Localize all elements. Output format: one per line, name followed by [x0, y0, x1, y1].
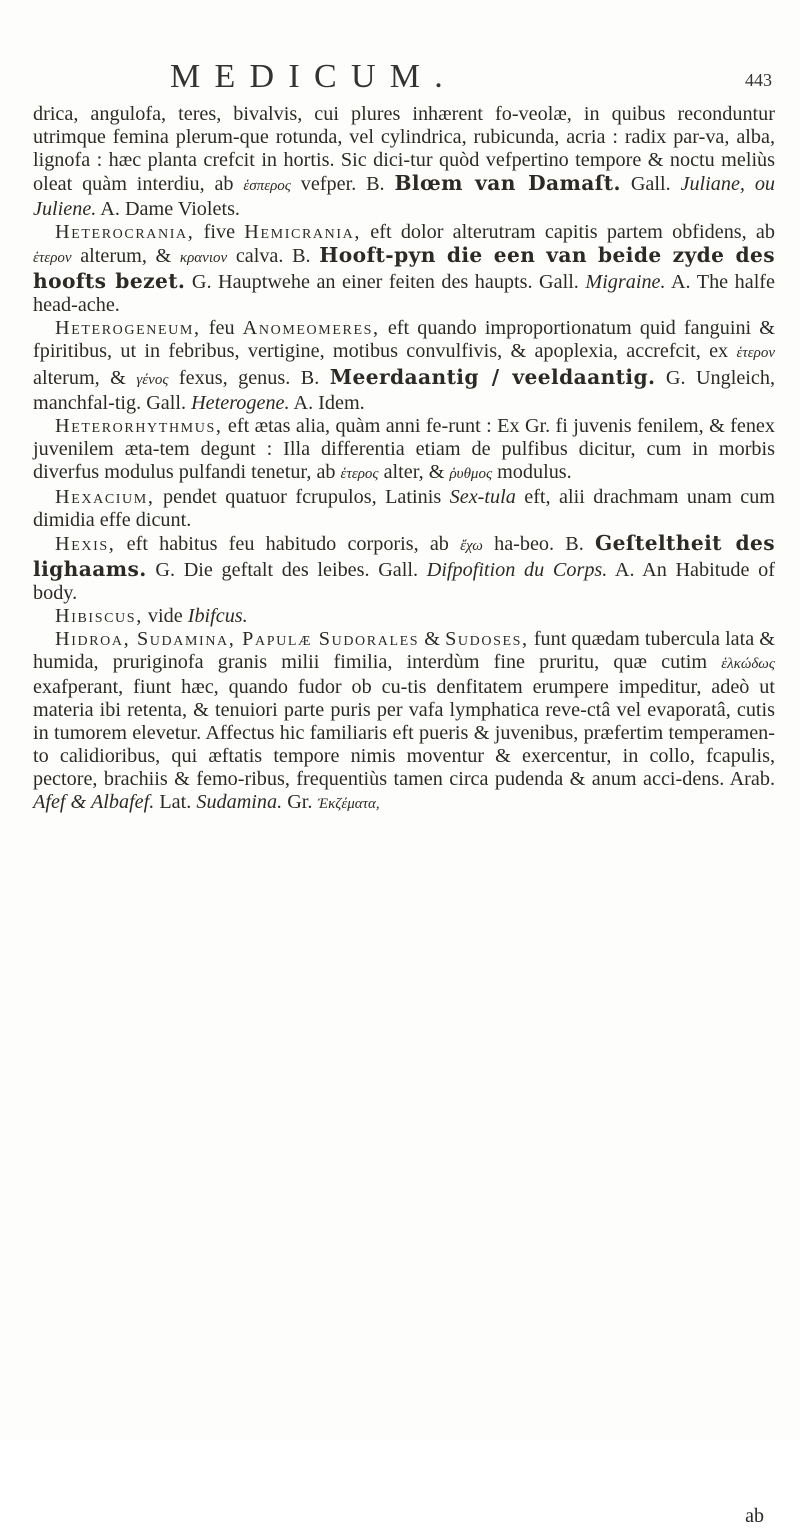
greek-term: ῥυθμος	[449, 465, 493, 482]
text-run: Gr.	[282, 791, 318, 814]
entry-paragraph	[33, 415, 775, 486]
entry-paragraph	[33, 317, 775, 414]
italic-term: Sudamina.	[196, 791, 283, 814]
text-run: eft ætas alia, quàm anni fe-runt : Ex Gr. fi juvenis fenilem, & fenex juvenilem æta-tem degunt : Illa differentia etiam de pulfibus dicitur, cum in morbis diverfus modulus pulfandi tenetur, ab	[33, 414, 775, 483]
running-head	[0, 50, 800, 100]
text-run: &	[419, 628, 446, 651]
text-run: A. An Habitude of body.	[33, 558, 775, 604]
page-number: 443	[745, 70, 772, 90]
greek-term: ἑτερος	[340, 465, 379, 482]
greek-term: ἑσπερος	[243, 178, 291, 195]
text-run: five	[194, 221, 245, 244]
text-run: A. Idem.	[289, 391, 365, 414]
text-run: alterum, &	[33, 366, 137, 389]
text-run: vide	[142, 604, 188, 627]
entry-paragraph	[33, 486, 775, 532]
entry-paragraph	[33, 628, 775, 816]
text-run: drica, angulofa, teres, bivalvis, cui plures inhærent fo-veolæ, in quibus reconduntur utrimque femina plerum-que rotunda, vel cylindrica, rubicunda, acria : radix par-va, alba, lignofa : hæc planta crefcit in hortis. Sic dici-tur quòd vefpertino tempore & noctu meliùs oleat quàm interdiu, ab	[33, 103, 775, 196]
greek-term: ἔχω	[460, 537, 483, 554]
text-run: fexus, genus. B.	[168, 366, 330, 389]
italic-term: Juliane, ou Juliene.	[33, 173, 776, 221]
headword: Heterocrania,	[55, 221, 195, 244]
text-run: calva. B.	[227, 245, 320, 268]
vernacular-term: Meerdaantig / veeldaantig.	[329, 364, 656, 389]
text-run: funt quædam tubercula lata & humida, pruriginofa granis milii fimilia, interdùm fine pruritu, quæ cutim	[33, 628, 775, 674]
text-run: A. The halfe head-ache.	[33, 271, 775, 317]
italic-term: Migraine.	[585, 271, 666, 294]
headword: Hemicrania,	[244, 221, 362, 244]
vernacular-term: Geſteltheit des lighaams.	[33, 530, 775, 581]
greek-term: ἑτερον	[33, 250, 72, 267]
text-run: alterum, &	[71, 245, 180, 268]
headword: Hidroa, Sudamina, Papulæ Sudorales	[55, 628, 420, 651]
text-run: eft, alii drachmam unam cum dimidia effe dicunt.	[33, 485, 775, 531]
greek-term: γένος	[136, 371, 169, 388]
greek-term: Ἐκζέματα,	[317, 796, 380, 813]
entry-paragraph	[33, 532, 775, 605]
text-run: feu	[200, 317, 243, 340]
headword: Heterogeneum,	[55, 317, 201, 340]
headword: Hibiscus,	[55, 604, 143, 627]
entry-paragraph	[33, 221, 775, 317]
text-run: ha-beo. B.	[482, 532, 595, 555]
text-run: G. Ungleich, manchfal-tig. Gall.	[33, 366, 776, 414]
headword: Hexacium,	[55, 485, 155, 508]
entry-paragraph	[33, 605, 775, 628]
text-run: G. Die geftalt des leibes. Gall.	[146, 558, 427, 581]
vernacular-term: Hooft-pyn die een van beide zyde des hoofts bezet.	[33, 243, 775, 294]
greek-term: ἑλκώδως	[721, 656, 775, 673]
text-run: Gall.	[620, 173, 681, 196]
italic-term: Sex-tula	[449, 485, 516, 508]
page-title: MEDICUM.	[170, 58, 458, 95]
italic-term: Heterogene.	[191, 391, 290, 414]
headword: Hexis,	[55, 532, 116, 555]
text-run: G. Hauptwehe an einer feiten des haupts. Gall.	[185, 271, 586, 294]
text-run: pendet quatuor fcrupulos, Latinis	[154, 485, 450, 508]
text-run: eft dolor alterutram capitis partem obfidens, ab	[361, 221, 775, 244]
headword: Heterorhythmus,	[55, 414, 223, 437]
headword: Anomeomeres,	[242, 317, 380, 340]
italic-term: Difpofition du Corps.	[426, 558, 608, 581]
vernacular-term: Blœm van Damaſt.	[394, 171, 621, 196]
text-run: eft quando improportionatum quid fanguini & fpiritibus, ut in febribus, vertigine, motibus convulfivis, & apoplexia, accrefcit, ex	[33, 317, 775, 363]
text-run: alter, &	[378, 460, 450, 483]
greek-term: ἑτερον	[736, 345, 775, 362]
headword: Sudoses,	[445, 628, 529, 651]
text-run: A. Dame Violets.	[96, 198, 240, 221]
text-run: Lat.	[154, 791, 197, 814]
entry-paragraph	[33, 103, 775, 221]
catchword: ab	[745, 1505, 764, 1527]
dictionary-text	[33, 103, 775, 816]
italic-term: Afef & Albafef.	[33, 791, 155, 814]
text-run: eft habitus feu habitudo corporis, ab	[115, 532, 461, 555]
text-run: modulus.	[492, 460, 572, 483]
text-run: exafperant, fiunt hæc, quando fudor ob cu-tis denfitatem erumpere impeditur, adeò ut materia ibi retenta, & tenuiori parte puris per vafa lymphatica reve-ctâ vel evaporatâ, cutis in tumorem elevetur. Affectus hic familiaris eft pueris & juvenibus, præfertim temperamen-to calidioribus, qui æftatis tempore nimis moventur & exercentur, in collo, fcapulis, pectore, brachiis & femo-ribus, frequentiùs tamen circa pudenda & anum acci-dens. Arab.	[33, 676, 775, 791]
greek-term: κρανιον	[179, 250, 228, 267]
italic-term: Ibifcus.	[187, 604, 248, 627]
text-run: vefper. B.	[290, 173, 395, 196]
